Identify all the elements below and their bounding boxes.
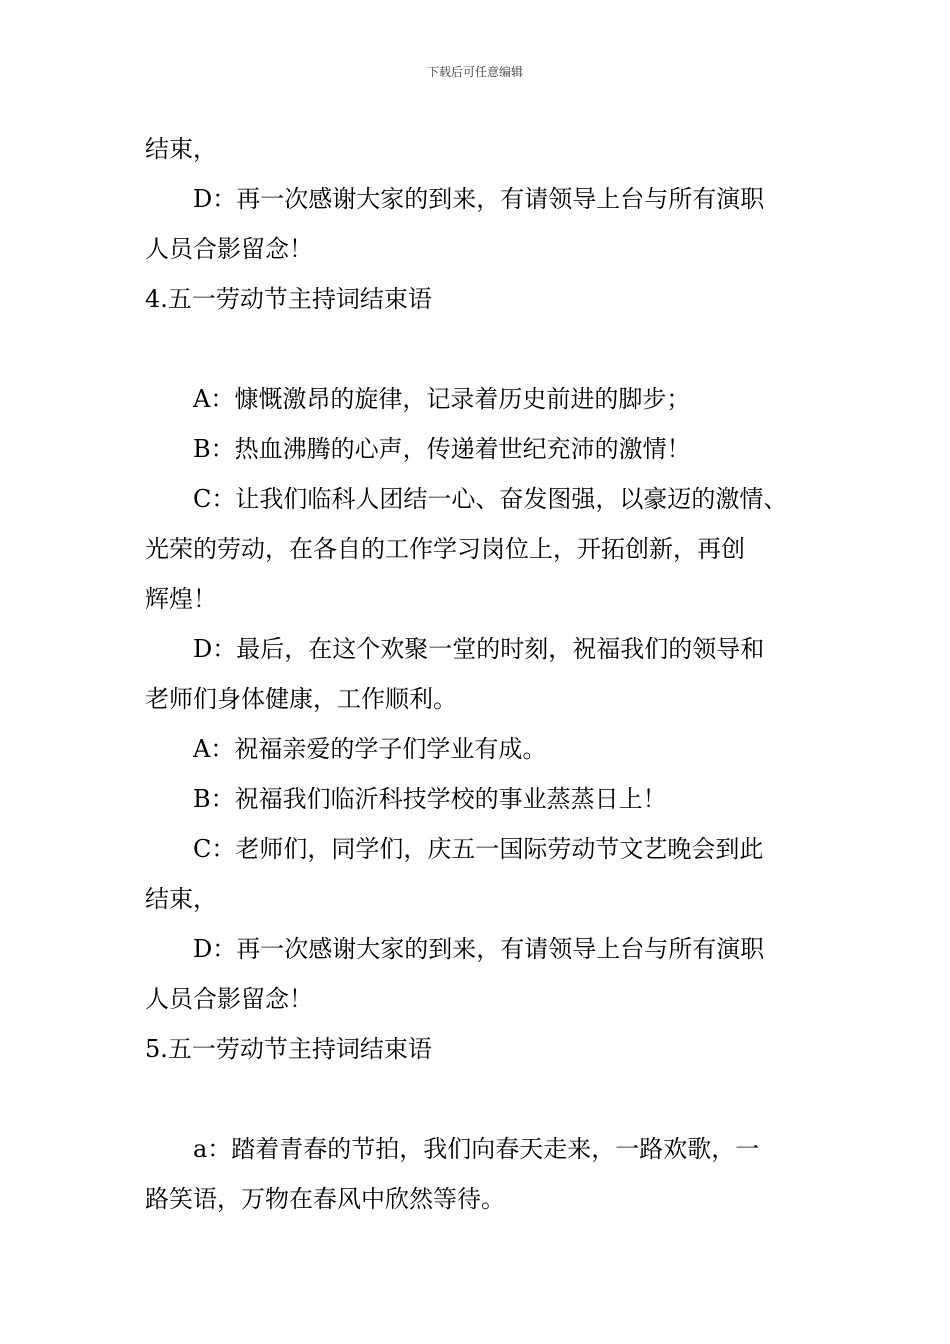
text-line: 结束， [145, 135, 217, 163]
text-line: 路笑语，万物在春风中欣然等待。 [145, 1185, 505, 1213]
text-line: 结束， [145, 885, 217, 913]
text-line: a：踏着青春的节拍，我们向春天走来，一路欢歌，一 [193, 1135, 760, 1163]
document-body [145, 127, 825, 1227]
text-line: B：祝福我们临沂科技学校的事业蒸蒸日上！ [193, 785, 667, 813]
text-line: D：再一次感谢大家的到来，有请领导上台与所有演职 [193, 935, 765, 963]
section-heading: 4.五一劳动节主持词结束语 [145, 285, 432, 313]
blank-line [145, 327, 825, 377]
text-line: D：再一次感谢大家的到来，有请领导上台与所有演职 [193, 185, 765, 213]
section-heading: 5.五一劳动节主持词结束语 [145, 1035, 432, 1063]
page-header: 下载后可任意编辑 [426, 65, 523, 79]
text-line: 光荣的劳动，在各自的工作学习岗位上，开拓创新，再创 [145, 535, 745, 563]
text-line: 老师们身体健康，工作顺利。 [145, 685, 457, 713]
text-line: A：祝福亲爱的学子们学业有成。 [193, 735, 547, 763]
text-line: 人员合影留念！ [145, 985, 313, 1013]
text-line: 人员合影留念！ [145, 235, 313, 263]
text-line: C：老师们，同学们，庆五一国际劳动节文艺晚会到此 [193, 835, 764, 863]
text-line: B：热血沸腾的心声，传递着世纪充沛的激情！ [193, 435, 691, 463]
text-line: D：最后，在这个欢聚一堂的时刻，祝福我们的领导和 [193, 635, 765, 663]
text-line: C：让我们临科人团结一心、奋发图强，以豪迈的激情、 [193, 485, 788, 513]
blank-line [145, 1077, 825, 1127]
text-line: 辉煌！ [145, 585, 217, 613]
text-line: A：慷慨激昂的旋律，记录着历史前进的脚步； [193, 385, 691, 413]
